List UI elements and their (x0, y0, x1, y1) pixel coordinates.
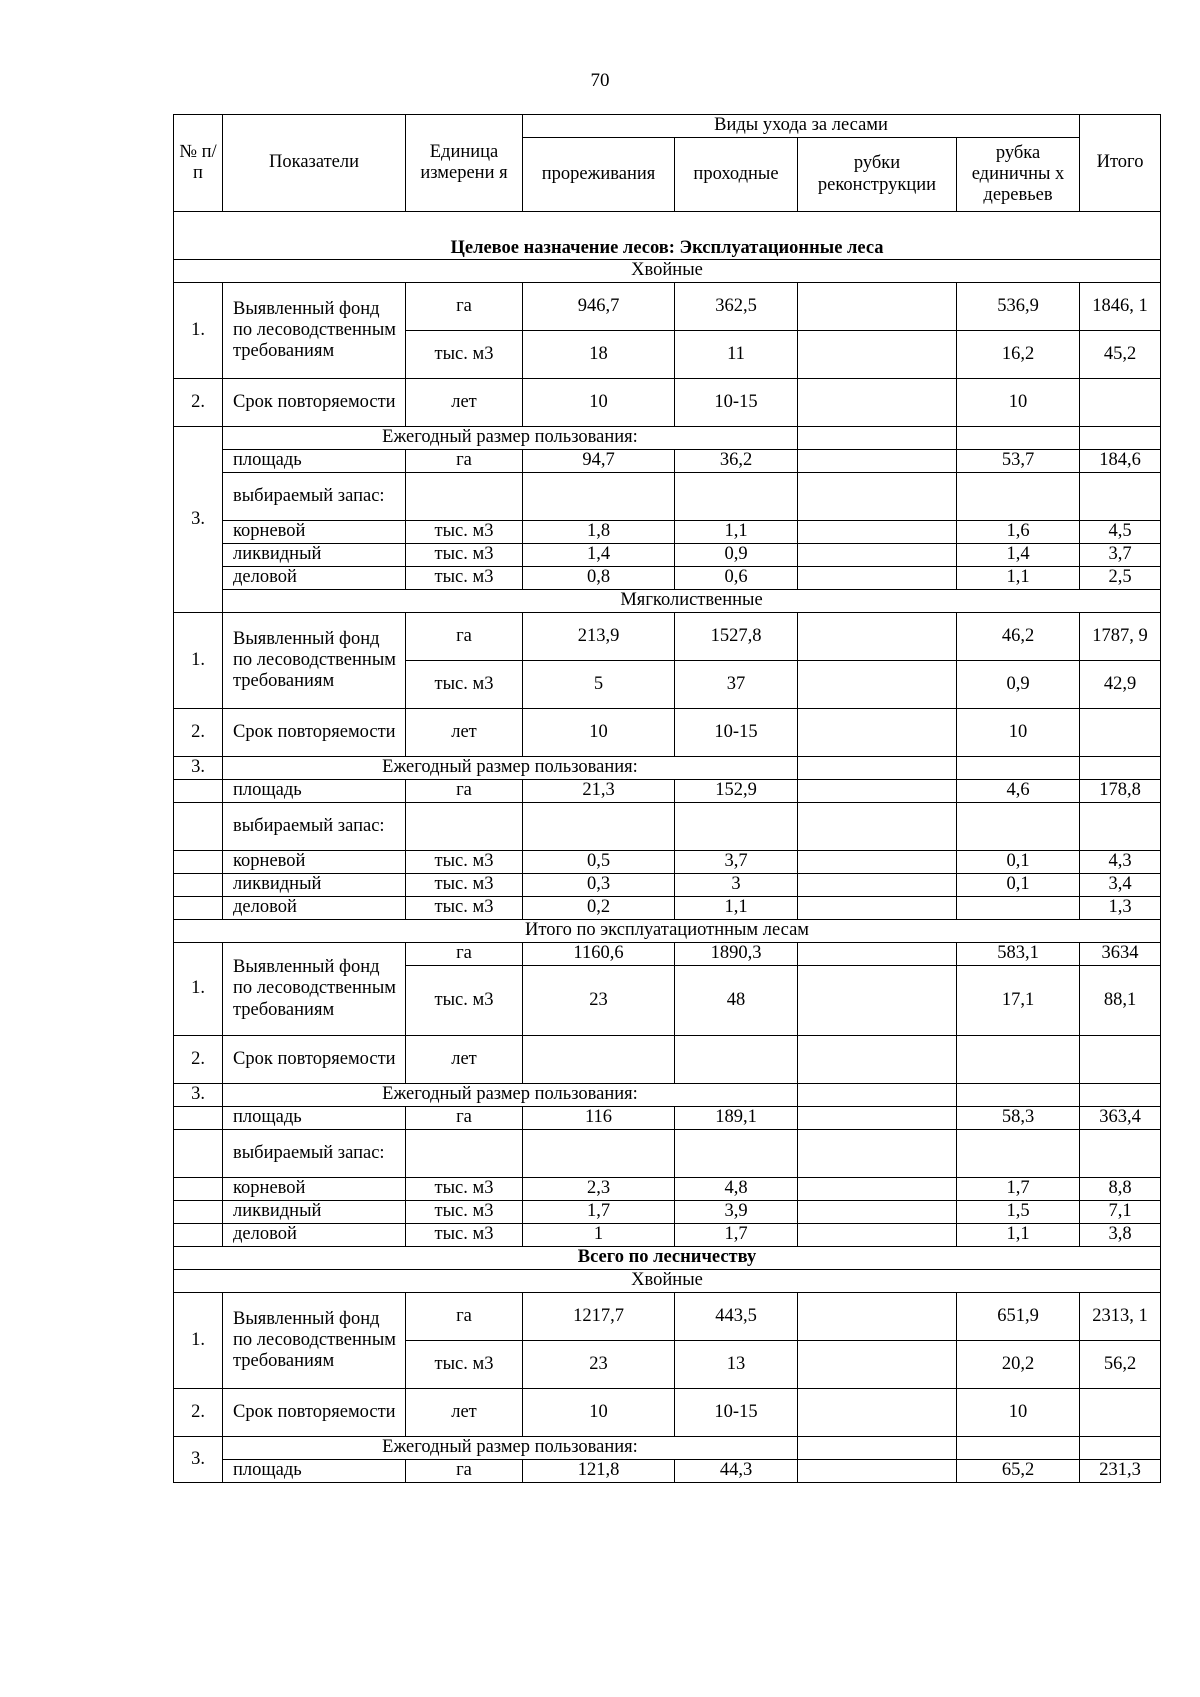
table-row (174, 1293, 1161, 1341)
cell-single-trees (957, 757, 1080, 780)
cell-total (1080, 1389, 1161, 1437)
cell-total: 363,4 (1080, 1107, 1161, 1130)
cell-single-trees: 65,2 (957, 1460, 1080, 1483)
cell-thinning: 213,9 (523, 613, 675, 661)
row-indicator: Выявленный фонд по лесоводственным требованиям (223, 943, 406, 1036)
row-number: 2. (174, 1036, 223, 1084)
cell-total: 88,1 (1080, 966, 1161, 1036)
group-title-row (174, 1270, 1161, 1293)
group-title: Хвойные (174, 1270, 1161, 1293)
row-number: 2. (174, 1389, 223, 1437)
row-unit: га (406, 943, 523, 966)
cell-single-trees: 1,5 (957, 1201, 1080, 1224)
table-row (174, 1389, 1161, 1437)
row-unit: га (406, 1107, 523, 1130)
row-unit: тыс. м3 (406, 874, 523, 897)
cell-thinning: 0,3 (523, 874, 675, 897)
cell-total: 4,3 (1080, 851, 1161, 874)
cell-total: 7,1 (1080, 1201, 1161, 1224)
cell-passage: 189,1 (675, 1107, 798, 1130)
cell-reconstruction (798, 803, 957, 851)
cell-passage: 10-15 (675, 1389, 798, 1437)
row-unit: тыс. м3 (406, 567, 523, 590)
table-row (174, 780, 1161, 803)
cell-passage: 4,8 (675, 1178, 798, 1201)
row-unit: лет (406, 709, 523, 757)
cell-reconstruction (798, 1341, 957, 1389)
cell-passage: 1,1 (675, 521, 798, 544)
cell-total: 4,5 (1080, 521, 1161, 544)
table-row (174, 897, 1161, 920)
cell-total: 1787, 9 (1080, 613, 1161, 661)
cell-thinning: 10 (523, 709, 675, 757)
row-indicator: площадь (223, 450, 406, 473)
cell-thinning: 121,8 (523, 1460, 675, 1483)
group-title: Итого по эксплуатациотнным лесам (174, 920, 1161, 943)
cell-thinning: 10 (523, 379, 675, 427)
table-row (174, 1107, 1161, 1130)
table-row (174, 450, 1161, 473)
row-number: 1. (174, 613, 223, 709)
cell-total: 1,3 (1080, 897, 1161, 920)
row-indicator: ликвидный (223, 1201, 406, 1224)
table-row (174, 874, 1161, 897)
cell-thinning: 23 (523, 1341, 675, 1389)
table-row (174, 1178, 1161, 1201)
cell-single-trees: 53,7 (957, 450, 1080, 473)
table-row (174, 283, 1161, 331)
table-row (174, 613, 1161, 661)
row-indicator: Выявленный фонд по лесоводственным требованиям (223, 1293, 406, 1389)
cell-single-trees: 10 (957, 379, 1080, 427)
cell-single-trees (957, 897, 1080, 920)
header-indicator: Показатели (223, 115, 406, 212)
row-indicator: ликвидный (223, 874, 406, 897)
table-row (174, 709, 1161, 757)
row-number: 1. (174, 283, 223, 379)
cell-thinning: 94,7 (523, 450, 675, 473)
cell-reconstruction (798, 757, 957, 780)
cell-reconstruction (798, 1130, 957, 1178)
row-number: 2. (174, 379, 223, 427)
table-row (174, 851, 1161, 874)
cell-thinning (523, 1036, 675, 1084)
cell-passage: 362,5 (675, 283, 798, 331)
row-unit: лет (406, 1036, 523, 1084)
group-title-row (174, 920, 1161, 943)
table-row (174, 803, 1161, 851)
row-indicator: площадь (223, 780, 406, 803)
row-number: 3. (174, 1437, 223, 1483)
cell-reconstruction (798, 851, 957, 874)
row-number (174, 1178, 223, 1201)
cell-thinning: 10 (523, 1389, 675, 1437)
row-number: 3. (174, 757, 223, 780)
cell-passage: 443,5 (675, 1293, 798, 1341)
cell-reconstruction (798, 1224, 957, 1247)
row-unit (406, 1130, 523, 1178)
group-title: Хвойные (174, 260, 1161, 283)
cell-single-trees: 1,1 (957, 1224, 1080, 1247)
cell-single-trees: 17,1 (957, 966, 1080, 1036)
cell-single-trees: 651,9 (957, 1293, 1080, 1341)
cell-passage: 13 (675, 1341, 798, 1389)
row-unit: га (406, 450, 523, 473)
row-unit: тыс. м3 (406, 1201, 523, 1224)
cell-total (1080, 427, 1161, 450)
cell-total: 231,3 (1080, 1460, 1161, 1483)
header-number: № п/ п (174, 115, 223, 212)
cell-single-trees (957, 1437, 1080, 1460)
table-row (174, 1460, 1161, 1483)
cell-thinning (523, 803, 675, 851)
cell-passage: 1890,3 (675, 943, 798, 966)
group-title-row (174, 260, 1161, 283)
cell-thinning: 1160,6 (523, 943, 675, 966)
cell-passage: 152,9 (675, 780, 798, 803)
row-unit: тыс. м3 (406, 521, 523, 544)
row-indicator: Срок повторяемости (223, 709, 406, 757)
cell-thinning: 18 (523, 331, 675, 379)
cell-total: 2,5 (1080, 567, 1161, 590)
cell-passage: 44,3 (675, 1460, 798, 1483)
cell-thinning: 0,8 (523, 567, 675, 590)
cell-reconstruction (798, 331, 957, 379)
row-number (174, 1107, 223, 1130)
cell-reconstruction (798, 450, 957, 473)
row-unit: тыс. м3 (406, 851, 523, 874)
row-unit: тыс. м3 (406, 966, 523, 1036)
row-number (174, 1130, 223, 1178)
row-unit: тыс. м3 (406, 1224, 523, 1247)
row-unit: га (406, 613, 523, 661)
cell-reconstruction (798, 283, 957, 331)
cell-passage: 48 (675, 966, 798, 1036)
row-unit: га (406, 1460, 523, 1483)
cell-total (1080, 757, 1161, 780)
row-indicator: Ежегодный размер пользования: (223, 757, 798, 780)
row-unit: тыс. м3 (406, 661, 523, 709)
row-indicator: Срок повторяемости (223, 1389, 406, 1437)
table-row (174, 567, 1161, 590)
table-row (174, 1224, 1161, 1247)
table-row (174, 943, 1161, 966)
cell-reconstruction (798, 780, 957, 803)
row-indicator: корневой (223, 1178, 406, 1201)
cell-total (1080, 473, 1161, 521)
cell-passage: 10-15 (675, 709, 798, 757)
row-unit (406, 473, 523, 521)
row-indicator: Выявленный фонд по лесоводственным требованиям (223, 283, 406, 379)
row-number (174, 1201, 223, 1224)
group-title-row (174, 590, 1161, 613)
row-unit: лет (406, 1389, 523, 1437)
header-reconstruction: рубки реконструкции (798, 138, 957, 212)
cell-single-trees: 1,1 (957, 567, 1080, 590)
cell-passage: 3 (675, 874, 798, 897)
cell-total (1080, 1084, 1161, 1107)
table-row (174, 1201, 1161, 1224)
row-number (174, 851, 223, 874)
cell-passage: 11 (675, 331, 798, 379)
cell-single-trees: 583,1 (957, 943, 1080, 966)
row-unit: тыс. м3 (406, 897, 523, 920)
cell-reconstruction (798, 661, 957, 709)
cell-total: 3634 (1080, 943, 1161, 966)
cell-reconstruction (798, 1178, 957, 1201)
row-unit: лет (406, 379, 523, 427)
row-unit: га (406, 1293, 523, 1341)
row-number: 1. (174, 1293, 223, 1389)
table-row (174, 1084, 1161, 1107)
cell-reconstruction (798, 544, 957, 567)
cell-total: 1846, 1 (1080, 283, 1161, 331)
cell-thinning: 116 (523, 1107, 675, 1130)
row-indicator: выбираемый запас: (223, 473, 406, 521)
cell-reconstruction (798, 427, 957, 450)
cell-single-trees (957, 473, 1080, 521)
cell-total: 3,7 (1080, 544, 1161, 567)
header-care-types: Виды ухода за лесами (523, 115, 1080, 138)
cell-single-trees: 0,9 (957, 661, 1080, 709)
header-thinning: прореживания (523, 138, 675, 212)
cell-single-trees: 1,4 (957, 544, 1080, 567)
row-unit: тыс. м3 (406, 544, 523, 567)
cell-reconstruction (798, 874, 957, 897)
cell-reconstruction (798, 567, 957, 590)
cell-reconstruction (798, 1036, 957, 1084)
row-unit: тыс. м3 (406, 1178, 523, 1201)
row-indicator: площадь (223, 1460, 406, 1483)
row-number (174, 803, 223, 851)
cell-passage: 1,7 (675, 1224, 798, 1247)
cell-passage: 10-15 (675, 379, 798, 427)
cell-thinning: 1217,7 (523, 1293, 675, 1341)
header-total: Итого (1080, 115, 1161, 212)
cell-reconstruction (798, 473, 957, 521)
row-indicator: корневой (223, 521, 406, 544)
row-indicator: Выявленный фонд по лесоводственным требованиям (223, 613, 406, 709)
cell-single-trees (957, 803, 1080, 851)
section-title: Целевое назначение лесов: Эксплуатационные леса (174, 212, 1161, 260)
cell-total (1080, 709, 1161, 757)
row-indicator: ликвидный (223, 544, 406, 567)
cell-reconstruction (798, 1389, 957, 1437)
row-unit (406, 803, 523, 851)
cell-single-trees: 0,1 (957, 851, 1080, 874)
table-row (174, 1036, 1161, 1084)
row-indicator: выбираемый запас: (223, 803, 406, 851)
row-unit: тыс. м3 (406, 331, 523, 379)
cell-total: 56,2 (1080, 1341, 1161, 1389)
row-number (174, 874, 223, 897)
table-row (174, 427, 1161, 450)
page-number: 70 (590, 70, 610, 91)
table-header-row (174, 115, 1161, 138)
cell-thinning: 2,3 (523, 1178, 675, 1201)
row-indicator: деловой (223, 1224, 406, 1247)
cell-reconstruction (798, 1201, 957, 1224)
row-indicator: Ежегодный размер пользования: (223, 1437, 798, 1460)
cell-thinning: 21,3 (523, 780, 675, 803)
cell-thinning: 1,8 (523, 521, 675, 544)
row-indicator: деловой (223, 567, 406, 590)
cell-single-trees: 46,2 (957, 613, 1080, 661)
cell-total (1080, 1130, 1161, 1178)
row-indicator: Срок повторяемости (223, 379, 406, 427)
cell-single-trees: 1,7 (957, 1178, 1080, 1201)
cell-thinning: 5 (523, 661, 675, 709)
cell-single-trees: 10 (957, 1389, 1080, 1437)
cell-single-trees: 4,6 (957, 780, 1080, 803)
cell-reconstruction (798, 521, 957, 544)
row-indicator: Ежегодный размер пользования: (223, 1084, 798, 1107)
header-unit: Единица измерени я (406, 115, 523, 212)
row-indicator: выбираемый запас: (223, 1130, 406, 1178)
row-number: 3. (174, 1084, 223, 1107)
cell-passage: 0,6 (675, 567, 798, 590)
row-indicator: Ежегодный размер пользования: (223, 427, 798, 450)
cell-single-trees (957, 1036, 1080, 1084)
cell-total (1080, 803, 1161, 851)
cell-reconstruction (798, 1460, 957, 1483)
cell-total (1080, 1437, 1161, 1460)
cell-single-trees: 16,2 (957, 331, 1080, 379)
cell-single-trees (957, 1130, 1080, 1178)
cell-thinning: 1 (523, 1224, 675, 1247)
cell-total: 184,6 (1080, 450, 1161, 473)
cell-reconstruction (798, 613, 957, 661)
forest-care-table (173, 114, 1161, 1483)
cell-reconstruction (798, 943, 957, 966)
cell-single-trees: 20,2 (957, 1341, 1080, 1389)
table-row (174, 1130, 1161, 1178)
cell-passage: 1,1 (675, 897, 798, 920)
cell-passage (675, 1130, 798, 1178)
header-single-trees: рубка единичны х деревьев (957, 138, 1080, 212)
cell-reconstruction (798, 966, 957, 1036)
cell-reconstruction (798, 379, 957, 427)
row-indicator: Срок повторяемости (223, 1036, 406, 1084)
cell-reconstruction (798, 1084, 957, 1107)
cell-thinning: 946,7 (523, 283, 675, 331)
row-number (174, 1224, 223, 1247)
cell-reconstruction (798, 1107, 957, 1130)
cell-total: 3,8 (1080, 1224, 1161, 1247)
cell-passage: 0,9 (675, 544, 798, 567)
row-number (174, 780, 223, 803)
cell-total: 45,2 (1080, 331, 1161, 379)
cell-total: 2313, 1 (1080, 1293, 1161, 1341)
table-row (174, 521, 1161, 544)
cell-single-trees (957, 427, 1080, 450)
table-row (174, 1437, 1161, 1460)
row-indicator: деловой (223, 897, 406, 920)
cell-single-trees (957, 1084, 1080, 1107)
section-title: Всего по лесничеству (174, 1247, 1161, 1270)
cell-total: 3,4 (1080, 874, 1161, 897)
section-title-row (174, 1247, 1161, 1270)
row-number: 1. (174, 943, 223, 1036)
table-row (174, 757, 1161, 780)
cell-passage: 1527,8 (675, 613, 798, 661)
header-passage: проходные (675, 138, 798, 212)
row-number (174, 897, 223, 920)
cell-reconstruction (798, 1293, 957, 1341)
row-unit: га (406, 283, 523, 331)
cell-thinning: 0,2 (523, 897, 675, 920)
cell-passage (675, 1036, 798, 1084)
cell-thinning: 0,5 (523, 851, 675, 874)
row-number: 3. (174, 427, 223, 613)
row-unit: га (406, 780, 523, 803)
table-row (174, 473, 1161, 521)
group-title: Мягколиственные (223, 590, 1161, 613)
cell-total (1080, 1036, 1161, 1084)
cell-total: 178,8 (1080, 780, 1161, 803)
cell-thinning: 23 (523, 966, 675, 1036)
cell-thinning: 1,4 (523, 544, 675, 567)
row-indicator: площадь (223, 1107, 406, 1130)
cell-reconstruction (798, 709, 957, 757)
table-row (174, 379, 1161, 427)
cell-passage: 36,2 (675, 450, 798, 473)
cell-thinning (523, 473, 675, 521)
cell-total: 42,9 (1080, 661, 1161, 709)
cell-passage (675, 803, 798, 851)
cell-reconstruction (798, 1437, 957, 1460)
cell-passage (675, 473, 798, 521)
cell-single-trees: 536,9 (957, 283, 1080, 331)
table-row (174, 544, 1161, 567)
cell-thinning (523, 1130, 675, 1178)
row-unit: тыс. м3 (406, 1341, 523, 1389)
cell-single-trees: 0,1 (957, 874, 1080, 897)
cell-single-trees: 58,3 (957, 1107, 1080, 1130)
cell-passage: 37 (675, 661, 798, 709)
cell-passage: 3,9 (675, 1201, 798, 1224)
row-number: 2. (174, 709, 223, 757)
cell-total: 8,8 (1080, 1178, 1161, 1201)
cell-single-trees: 1,6 (957, 521, 1080, 544)
row-indicator: корневой (223, 851, 406, 874)
section-title-row (174, 212, 1161, 260)
cell-total (1080, 379, 1161, 427)
cell-thinning: 1,7 (523, 1201, 675, 1224)
cell-reconstruction (798, 897, 957, 920)
cell-passage: 3,7 (675, 851, 798, 874)
cell-single-trees: 10 (957, 709, 1080, 757)
